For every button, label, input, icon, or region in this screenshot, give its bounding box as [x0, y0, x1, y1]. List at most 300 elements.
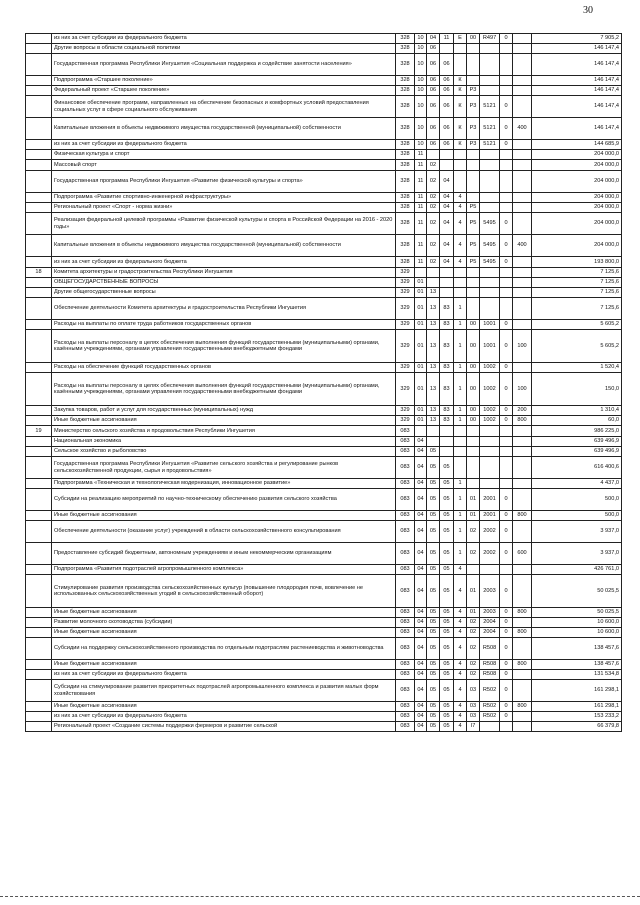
direction-suffix-cell: 0 — [500, 257, 513, 268]
department-code-cell: 083 — [396, 608, 415, 618]
expense-type-cell — [513, 150, 532, 160]
direction-code-cell: 2002 — [480, 543, 500, 565]
expense-type-cell — [513, 278, 532, 288]
direction-suffix-cell — [500, 278, 513, 288]
program-code-cell: 05 — [440, 575, 454, 608]
expense-type-cell — [513, 722, 532, 732]
table-row — [26, 670, 622, 680]
project-code-cell: 02 — [467, 660, 480, 670]
table-row — [26, 437, 622, 447]
expense-type-cell — [513, 363, 532, 373]
subprogram-code-cell: К — [454, 118, 467, 140]
expense-type-cell: 800 — [513, 628, 532, 638]
direction-code-cell: 2001 — [480, 489, 500, 511]
project-code-cell: 02 — [467, 521, 480, 543]
subsection-code-cell: 02 — [427, 213, 440, 235]
item-name-cell: Реализация федеральной целевой программы «Развитие физической культуры и спорта в Российской Федерации на 2016 - 2020 годы» — [52, 213, 396, 235]
table-row — [26, 288, 622, 298]
expense-type-cell: 600 — [513, 543, 532, 565]
amount-cell: 50 025,5 — [532, 575, 622, 608]
row-number-cell — [26, 76, 52, 86]
row-number-cell — [26, 118, 52, 140]
project-code-cell — [467, 268, 480, 278]
section-code-cell: 11 — [415, 171, 427, 193]
project-code-cell — [467, 457, 480, 479]
row-number-cell: 18 — [26, 268, 52, 278]
amount-cell: 4 437,0 — [532, 479, 622, 489]
item-name-cell: Расходы на обеспечение функций государственных органов — [52, 363, 396, 373]
program-code-cell: 05 — [440, 628, 454, 638]
subsection-code-cell: 05 — [427, 660, 440, 670]
direction-code-cell — [480, 479, 500, 489]
item-name-cell: Другие вопросы в области социальной политики — [52, 44, 396, 54]
direction-code-cell: 2002 — [480, 521, 500, 543]
program-code-cell: 83 — [440, 363, 454, 373]
row-number-cell — [26, 618, 52, 628]
program-code-cell: 05 — [440, 722, 454, 732]
table-row — [26, 193, 622, 203]
direction-code-cell: 1002 — [480, 416, 500, 426]
subprogram-code-cell: 1 — [454, 416, 467, 426]
amount-cell: 500,0 — [532, 489, 622, 511]
department-code-cell: 329 — [396, 406, 415, 416]
expense-type-cell: 400 — [513, 235, 532, 257]
table-row — [26, 54, 622, 76]
subprogram-code-cell: 1 — [454, 521, 467, 543]
table-row — [26, 426, 622, 437]
subsection-code-cell: 05 — [427, 543, 440, 565]
amount-cell: 204 000,0 — [532, 235, 622, 257]
department-code-cell: 328 — [396, 257, 415, 268]
row-number-cell — [26, 373, 52, 406]
subsection-code-cell: 02 — [427, 235, 440, 257]
item-name-cell: Физическая культура и спорт — [52, 150, 396, 160]
expense-type-cell — [513, 203, 532, 213]
row-number-cell — [26, 54, 52, 76]
department-code-cell: 083 — [396, 660, 415, 670]
item-name-cell: Государственная программа Республики Ингушетия «Социальная поддержка и содействие занятости населения» — [52, 54, 396, 76]
table-row — [26, 257, 622, 268]
amount-cell: 138 457,6 — [532, 660, 622, 670]
direction-suffix-cell — [500, 76, 513, 86]
direction-suffix-cell: 0 — [500, 235, 513, 257]
department-code-cell: 329 — [396, 416, 415, 426]
table-row — [26, 86, 622, 96]
row-number-cell — [26, 722, 52, 732]
program-code-cell: 05 — [440, 565, 454, 575]
expense-type-cell: 800 — [513, 660, 532, 670]
subprogram-code-cell: 1 — [454, 543, 467, 565]
amount-cell: 3 937,0 — [532, 521, 622, 543]
program-code-cell: 83 — [440, 298, 454, 320]
department-code-cell: 328 — [396, 203, 415, 213]
subsection-code-cell: 05 — [427, 638, 440, 660]
program-code-cell — [440, 268, 454, 278]
subsection-code-cell — [427, 278, 440, 288]
section-code-cell: 10 — [415, 34, 427, 44]
direction-suffix-cell — [500, 457, 513, 479]
department-code-cell: 328 — [396, 86, 415, 96]
row-number-cell — [26, 288, 52, 298]
department-code-cell: 328 — [396, 150, 415, 160]
direction-code-cell — [480, 150, 500, 160]
subsection-code-cell: 05 — [427, 575, 440, 608]
scan-edge-line — [0, 896, 640, 897]
subsection-code-cell: 13 — [427, 320, 440, 330]
subsection-code-cell: 05 — [427, 628, 440, 638]
project-code-cell — [467, 426, 480, 437]
table-row — [26, 213, 622, 235]
direction-code-cell — [480, 457, 500, 479]
section-code-cell: 01 — [415, 298, 427, 320]
direction-code-cell: 5495 — [480, 257, 500, 268]
table-row — [26, 363, 622, 373]
subsection-code-cell: 05 — [427, 702, 440, 712]
program-code-cell: 04 — [440, 193, 454, 203]
table-row — [26, 575, 622, 608]
direction-suffix-cell — [500, 171, 513, 193]
amount-cell: 50 025,5 — [532, 608, 622, 618]
row-number-cell — [26, 203, 52, 213]
subsection-code-cell: 02 — [427, 203, 440, 213]
program-code-cell: 04 — [440, 235, 454, 257]
item-name-cell: Субсидии на поддержку сельскохозяйственного производства по отдельным подотраслям растениеводства и животноводства — [52, 638, 396, 660]
row-number-cell — [26, 660, 52, 670]
row-number-cell — [26, 235, 52, 257]
section-code-cell: 10 — [415, 76, 427, 86]
amount-cell: 500,0 — [532, 511, 622, 521]
item-name-cell: из них за счет субсидии из федерального бюджета — [52, 34, 396, 44]
item-name-cell: ОБЩЕГОСУДАРСТВЕННЫЕ ВОПРОСЫ — [52, 278, 396, 288]
direction-suffix-cell — [500, 565, 513, 575]
direction-code-cell: 1002 — [480, 373, 500, 406]
item-name-cell: Финансовое обеспечение программ, направленных на обеспечение безопасных и комфортных условий предоставления социальных услуг в сфере социального обслуживания — [52, 96, 396, 118]
expense-type-cell: 800 — [513, 511, 532, 521]
direction-suffix-cell: 0 — [500, 34, 513, 44]
section-code-cell: 04 — [415, 722, 427, 732]
direction-suffix-cell — [500, 86, 513, 96]
row-number-cell — [26, 670, 52, 680]
subprogram-code-cell: 4 — [454, 618, 467, 628]
subprogram-code-cell — [454, 44, 467, 54]
department-code-cell: 328 — [396, 96, 415, 118]
section-code-cell: 04 — [415, 511, 427, 521]
row-number-cell — [26, 575, 52, 608]
subprogram-code-cell: 1 — [454, 298, 467, 320]
subprogram-code-cell: 4 — [454, 235, 467, 257]
subprogram-code-cell: 4 — [454, 608, 467, 618]
section-code-cell: 10 — [415, 96, 427, 118]
program-code-cell: 05 — [440, 608, 454, 618]
department-code-cell: 083 — [396, 712, 415, 722]
program-code-cell: 06 — [440, 76, 454, 86]
amount-cell: 7 125,6 — [532, 288, 622, 298]
subprogram-code-cell: 4 — [454, 680, 467, 702]
department-code-cell: 329 — [396, 278, 415, 288]
subsection-code-cell: 05 — [427, 457, 440, 479]
department-code-cell: 083 — [396, 447, 415, 457]
subsection-code-cell — [427, 437, 440, 447]
direction-code-cell: 5121 — [480, 96, 500, 118]
item-name-cell: из них за счет субсидии из федерального бюджета — [52, 140, 396, 150]
section-code-cell: 11 — [415, 193, 427, 203]
section-code-cell: 04 — [415, 628, 427, 638]
item-name-cell: Другие общегосударственные вопросы — [52, 288, 396, 298]
project-code-cell — [467, 193, 480, 203]
row-number-cell — [26, 406, 52, 416]
direction-suffix-cell: 0 — [500, 489, 513, 511]
item-name-cell: Массовый спорт — [52, 160, 396, 171]
section-code-cell: 04 — [415, 543, 427, 565]
amount-cell: 7 125,6 — [532, 268, 622, 278]
direction-code-cell — [480, 193, 500, 203]
program-code-cell: 83 — [440, 406, 454, 416]
direction-suffix-cell: 0 — [500, 213, 513, 235]
project-code-cell: 02 — [467, 628, 480, 638]
row-number-cell — [26, 712, 52, 722]
program-code-cell: 05 — [440, 479, 454, 489]
section-code-cell: 01 — [415, 406, 427, 416]
direction-code-cell — [480, 203, 500, 213]
program-code-cell: 05 — [440, 660, 454, 670]
section-code-cell: 01 — [415, 330, 427, 363]
expense-type-cell: 800 — [513, 608, 532, 618]
row-number-cell — [26, 86, 52, 96]
program-code-cell: 04 — [440, 257, 454, 268]
direction-code-cell — [480, 171, 500, 193]
amount-cell: 7 125,6 — [532, 298, 622, 320]
program-code-cell: 05 — [440, 543, 454, 565]
item-name-cell: из них за счет субсидии из федерального бюджета — [52, 712, 396, 722]
direction-suffix-cell: 0 — [500, 680, 513, 702]
amount-cell: 146 147,4 — [532, 76, 622, 86]
section-code-cell: 11 — [415, 235, 427, 257]
item-name-cell: Государственная программа Республики Ингушетия «Развитие физической культуры и спорта» — [52, 171, 396, 193]
project-code-cell: Р5 — [467, 257, 480, 268]
project-code-cell: 00 — [467, 34, 480, 44]
subprogram-code-cell — [454, 160, 467, 171]
project-code-cell: 03 — [467, 702, 480, 712]
direction-suffix-cell: 0 — [500, 118, 513, 140]
amount-cell: 60,0 — [532, 416, 622, 426]
section-code-cell: 04 — [415, 638, 427, 660]
subprogram-code-cell: 1 — [454, 373, 467, 406]
subprogram-code-cell: 1 — [454, 320, 467, 330]
project-code-cell: Р3 — [467, 118, 480, 140]
item-name-cell: Стимулирование развития производства сельскохозяйственных культур (повышение плодородия почв, вовлечение не использованных сельскохозяйственных угодий в сельскохозяйственный оборот) — [52, 575, 396, 608]
table-row — [26, 479, 622, 489]
program-code-cell: 05 — [440, 680, 454, 702]
item-name-cell: Субсидии на реализацию мероприятий по научно-техническому обеспечению развития сельского хозяйства — [52, 489, 396, 511]
amount-cell: 138 457,6 — [532, 638, 622, 660]
direction-code-cell: 2003 — [480, 575, 500, 608]
expense-type-cell: 100 — [513, 373, 532, 406]
table-row — [26, 140, 622, 150]
section-code-cell: 01 — [415, 320, 427, 330]
program-code-cell: 06 — [440, 118, 454, 140]
subprogram-code-cell — [454, 288, 467, 298]
amount-cell: 10 600,0 — [532, 618, 622, 628]
subsection-code-cell: 05 — [427, 521, 440, 543]
program-code-cell — [440, 437, 454, 447]
item-name-cell: Расходы на выплаты по оплате труда работников государственных органов — [52, 320, 396, 330]
program-code-cell: 06 — [440, 86, 454, 96]
table-row — [26, 722, 622, 732]
section-code-cell: 11 — [415, 203, 427, 213]
direction-code-cell: 1001 — [480, 330, 500, 363]
project-code-cell: Р5 — [467, 213, 480, 235]
department-code-cell: 329 — [396, 330, 415, 363]
item-name-cell: Министерство сельского хозяйства и продовольствия Республики Ингушетия — [52, 426, 396, 437]
project-code-cell — [467, 479, 480, 489]
direction-suffix-cell: 0 — [500, 670, 513, 680]
subsection-code-cell: 06 — [427, 96, 440, 118]
department-code-cell: 328 — [396, 213, 415, 235]
department-code-cell: 329 — [396, 268, 415, 278]
subsection-code-cell — [427, 150, 440, 160]
project-code-cell: 00 — [467, 416, 480, 426]
direction-code-cell — [480, 54, 500, 76]
amount-cell: 144 685,9 — [532, 140, 622, 150]
section-code-cell: 01 — [415, 363, 427, 373]
direction-code-cell — [480, 447, 500, 457]
expense-type-cell — [513, 437, 532, 447]
section-code-cell: 11 — [415, 150, 427, 160]
item-name-cell: Субсидии на стимулирование развития приоритетных подотраслей агропромышленного комплекса и развития малых форм хозяйствования — [52, 680, 396, 702]
item-name-cell: Иные бюджетные ассигнования — [52, 608, 396, 618]
amount-cell: 10 600,0 — [532, 628, 622, 638]
section-code-cell: 04 — [415, 479, 427, 489]
subsection-code-cell: 05 — [427, 680, 440, 702]
direction-suffix-cell — [500, 722, 513, 732]
section-code-cell: 04 — [415, 457, 427, 479]
table-row — [26, 638, 622, 660]
direction-code-cell — [480, 288, 500, 298]
table-row — [26, 628, 622, 638]
direction-code-cell: 2003 — [480, 608, 500, 618]
direction-code-cell — [480, 268, 500, 278]
row-number-cell — [26, 565, 52, 575]
direction-suffix-cell: 0 — [500, 543, 513, 565]
direction-suffix-cell — [500, 288, 513, 298]
direction-code-cell: 2001 — [480, 511, 500, 521]
item-name-cell: Федеральный проект «Старшее поколение» — [52, 86, 396, 96]
project-code-cell: I7 — [467, 722, 480, 732]
program-code-cell: 83 — [440, 373, 454, 406]
section-code-cell: 04 — [415, 680, 427, 702]
budget-table-body — [26, 34, 622, 732]
table-row — [26, 416, 622, 426]
amount-cell: 146 147,4 — [532, 118, 622, 140]
direction-code-cell: 5121 — [480, 118, 500, 140]
amount-cell: 986 225,0 — [532, 426, 622, 437]
project-code-cell: 01 — [467, 489, 480, 511]
budget-table — [25, 33, 622, 732]
subsection-code-cell: 13 — [427, 363, 440, 373]
table-row — [26, 96, 622, 118]
expense-type-cell — [513, 298, 532, 320]
expense-type-cell — [513, 86, 532, 96]
project-code-cell — [467, 54, 480, 76]
expense-type-cell — [513, 447, 532, 457]
project-code-cell: 00 — [467, 406, 480, 416]
row-number-cell — [26, 489, 52, 511]
table-row — [26, 34, 622, 44]
subprogram-code-cell: 4 — [454, 575, 467, 608]
department-code-cell: 083 — [396, 628, 415, 638]
expense-type-cell: 100 — [513, 330, 532, 363]
section-code-cell: 04 — [415, 521, 427, 543]
department-code-cell: 083 — [396, 426, 415, 437]
row-number-cell — [26, 278, 52, 288]
direction-code-cell: R508 — [480, 638, 500, 660]
direction-suffix-cell: 0 — [500, 660, 513, 670]
item-name-cell: Расходы на выплаты персоналу в целях обеспечения выполнения функций государственными (муниципальными) органами, казёнными учреждениями, органами управления государственными внебюджетными фондами — [52, 330, 396, 363]
subsection-code-cell: 05 — [427, 670, 440, 680]
subsection-code-cell: 05 — [427, 722, 440, 732]
project-code-cell: Р5 — [467, 235, 480, 257]
subsection-code-cell: 13 — [427, 288, 440, 298]
expense-type-cell: 200 — [513, 406, 532, 416]
expense-type-cell — [513, 638, 532, 660]
project-code-cell: 00 — [467, 373, 480, 406]
expense-type-cell — [513, 670, 532, 680]
department-code-cell: 329 — [396, 298, 415, 320]
direction-code-cell — [480, 76, 500, 86]
table-row — [26, 702, 622, 712]
subsection-code-cell: 13 — [427, 406, 440, 416]
project-code-cell: 01 — [467, 608, 480, 618]
table-row — [26, 457, 622, 479]
row-number-cell: 19 — [26, 426, 52, 437]
project-code-cell — [467, 298, 480, 320]
project-code-cell — [467, 437, 480, 447]
direction-suffix-cell: 0 — [500, 575, 513, 608]
program-code-cell: 05 — [440, 457, 454, 479]
direction-suffix-cell: 0 — [500, 363, 513, 373]
direction-code-cell — [480, 437, 500, 447]
amount-cell: 204 000,0 — [532, 150, 622, 160]
expense-type-cell — [513, 44, 532, 54]
subsection-code-cell: 05 — [427, 712, 440, 722]
project-code-cell: Р3 — [467, 96, 480, 118]
item-name-cell: Региональный проект «Спорт - норма жизни» — [52, 203, 396, 213]
item-name-cell: Иные бюджетные ассигнования — [52, 660, 396, 670]
department-code-cell: 329 — [396, 363, 415, 373]
subprogram-code-cell: 4 — [454, 660, 467, 670]
direction-suffix-cell: 0 — [500, 373, 513, 406]
department-code-cell: 083 — [396, 521, 415, 543]
amount-cell: 7 125,6 — [532, 278, 622, 288]
page-number: 30 — [583, 5, 593, 16]
row-number-cell — [26, 680, 52, 702]
amount-cell: 204 000,0 — [532, 160, 622, 171]
direction-code-cell — [480, 298, 500, 320]
direction-code-cell: 5121 — [480, 140, 500, 150]
project-code-cell — [467, 44, 480, 54]
program-code-cell: 06 — [440, 54, 454, 76]
item-name-cell: Подпрограмма «Развитие спортивно-инженерной инфраструктуры» — [52, 193, 396, 203]
direction-code-cell: R502 — [480, 712, 500, 722]
direction-code-cell: R502 — [480, 680, 500, 702]
table-row — [26, 268, 622, 278]
subprogram-code-cell: 4 — [454, 193, 467, 203]
item-name-cell: Закупка товаров, работ и услуг для государственных (муниципальных) нужд — [52, 406, 396, 416]
expense-type-cell — [513, 257, 532, 268]
expense-type-cell — [513, 565, 532, 575]
section-code-cell: 04 — [415, 447, 427, 457]
subprogram-code-cell: 4 — [454, 628, 467, 638]
